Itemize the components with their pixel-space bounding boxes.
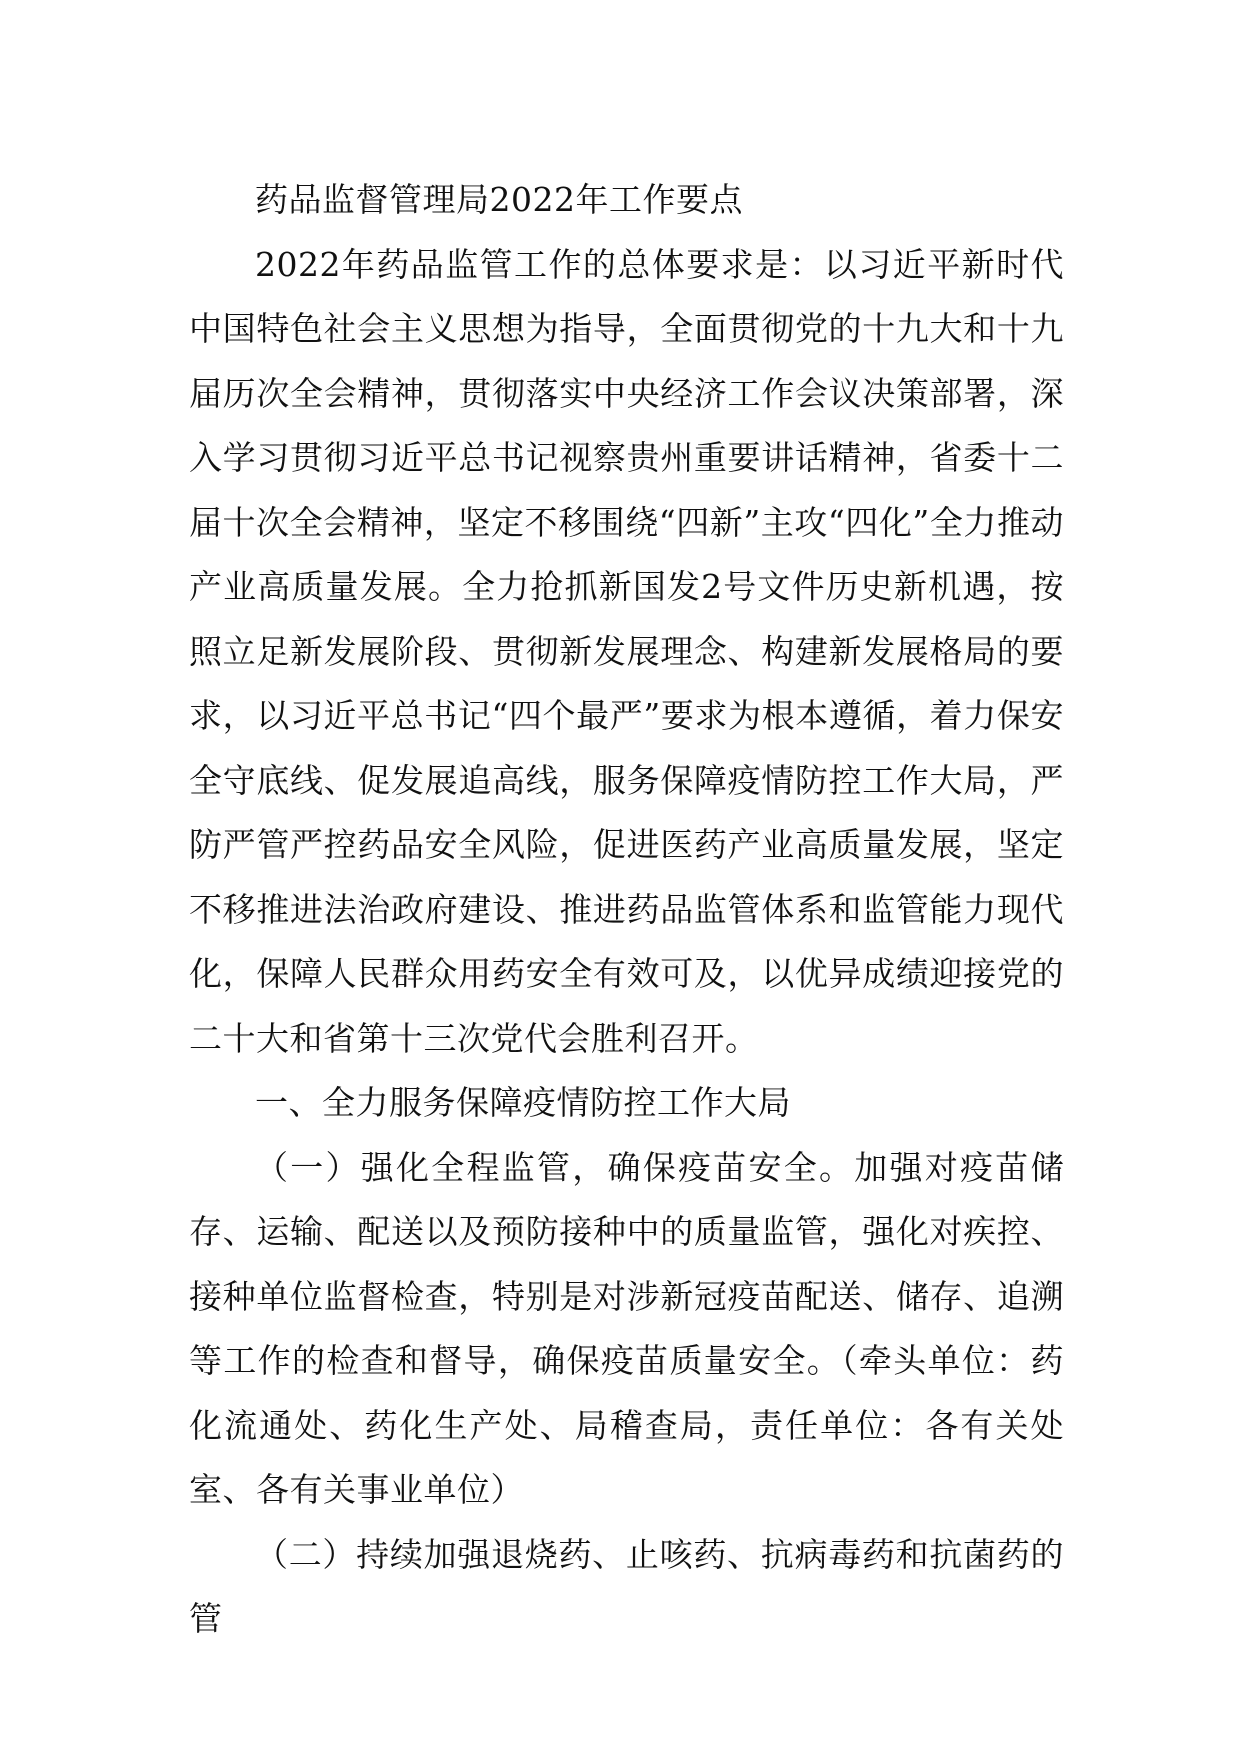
document-title: 药品监督管理局2022年工作要点	[255, 180, 743, 219]
section-heading: 一、全力服务保障疫情防控工作大局	[255, 1083, 791, 1122]
item-paragraph: （二）持续加强退烧药、止咳药、抗病毒药和抗菌药的管	[189, 1534, 1064, 1638]
intro-paragraph: 2022年药品监管工作的总体要求是：以习近平新时代中国特色社会主义思想为指导，全面贯彻党的十九大和十九届历次全会精神，贯彻落实中央经济工作会议决策部署，深入学习贯彻习近平总书记视察贵州重要讲话精神，省委十二届十次全会精神，坚定不移围绕“四新”主攻“四化”全力推动产业高质量发展。全力抢抓新国发2号文件历史新机遇，按照立足新发展阶段、贯彻新发展理念、构建新发展格局的要求，以习近平总书记“四个最严”要求为根本遵循，着力保安全守底线、促发展追高线，服务保障疫情防控工作大局，严防严管严控药品安全风险，促进医药产业高质量发展，坚定不移推进法治政府建设、推进药品监管体系和监管能力现代化，保障人民群众用药安全有效可及，以优异成绩迎接党的二十大和省第十三次党代会胜利召开。	[189, 244, 1064, 1058]
document-body	[189, 168, 1064, 1652]
item-paragraph: （一）强化全程监管，确保疫苗安全。加强对疫苗储存、运输、配送以及预防接种中的质量监管，强化对疾控、接种单位监督检查，特别是对涉新冠疫苗配送、储存、追溯等工作的检查和督导，确保疫苗质量安全。（牵头单位：药化流通处、药化生产处、局稽查局，责任单位：各有关处室、各有关事业单位）	[189, 1147, 1064, 1509]
